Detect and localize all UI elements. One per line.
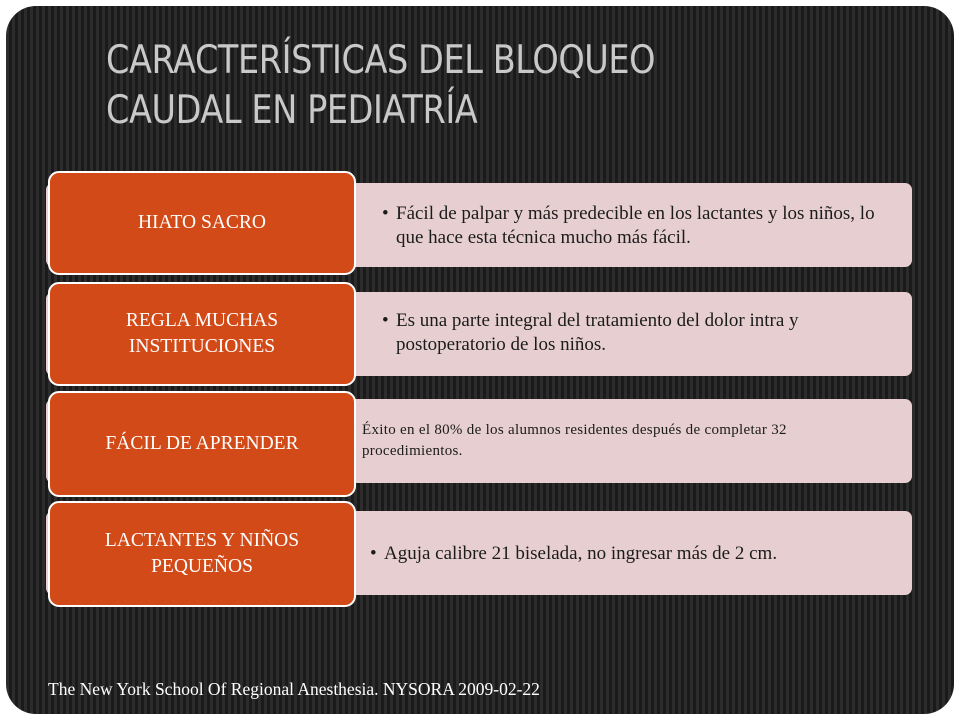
bullet-text: Fácil de palpar y más predecible en los lactantes y los niños, lo que hace esta técnica mucho más fácil. <box>396 203 875 248</box>
bullet-text: Es una parte integral del tratamiento del dolor intra y postoperatorio de los niños. <box>396 310 799 355</box>
footer-citation: The New York School Of Regional Anesthesia. NYSORA 2009-02-22 <box>48 679 540 699</box>
slide-title <box>106 36 794 136</box>
title-line-2: CAUDAL EN PEDIATRÍA <box>106 88 478 133</box>
bullet-dot-icon: • <box>370 543 377 564</box>
label-box-1 <box>48 171 356 275</box>
item-label: HIATO SACRO <box>137 212 267 233</box>
bullet-text-2 <box>382 309 906 357</box>
item-label: REGLA MUCHAS INSTITUCIONES <box>125 310 279 357</box>
bullet-text-1 <box>382 202 896 250</box>
bullet-text-4 <box>370 542 904 566</box>
label-box-3 <box>48 391 356 497</box>
bullet-dot-icon: • <box>382 310 389 331</box>
label-box-4 <box>48 501 356 607</box>
title-line-1: CARACTERÍSTICAS DEL BLOQUEO <box>106 38 656 83</box>
slide <box>6 6 954 714</box>
label-box-2 <box>48 282 356 386</box>
bullet-text: Aguja calibre 21 biselada, no ingresar más de 2 cm. <box>384 543 778 564</box>
item-label: FÁCIL DE APRENDER <box>105 433 299 454</box>
bullet-dot-icon: • <box>382 203 389 224</box>
bullet-text: Éxito en el 80% de los alumnos residentes después de completar 32 procedimientos. <box>362 422 787 459</box>
bullet-text-3 <box>362 420 872 462</box>
item-label: LACTANTES Y NIÑOS PEQUEÑOS <box>104 530 300 577</box>
